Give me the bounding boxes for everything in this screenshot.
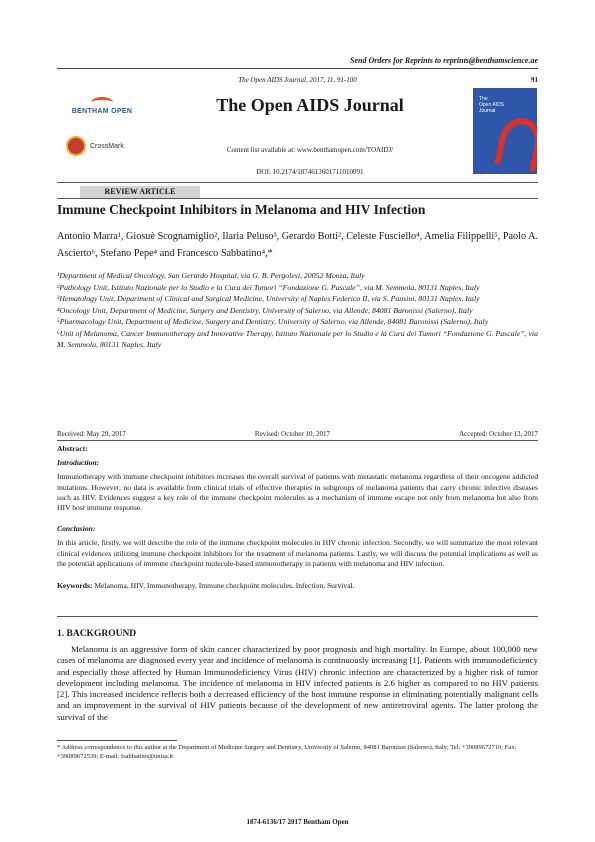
bentham-open-logo <box>62 94 142 115</box>
revised-date: Revised: October 10, 2017 <box>254 430 330 438</box>
journal-title: The Open AIDS Journal <box>216 95 404 115</box>
title-rule <box>57 198 538 199</box>
body-text <box>57 644 538 723</box>
received-date: Received: May 29, 2017 <box>57 430 126 438</box>
journal-cover <box>473 88 537 174</box>
keywords-label: Keywords: <box>57 581 93 591</box>
affiliation: ³Hematology Unit, Department of Clinical and Surgical Medicine, University of Naples Federico II, via S. Pansini, 80131 Naples, Italy <box>57 294 480 303</box>
accepted-date: Accepted: October 13, 2017 <box>459 430 538 438</box>
introduction-text: Immunotherapy with immune checkpoint inhibitors increases the overall survival of patients with metastatic melanoma regardless of their oncogene addicted mutations. However, no data is available from clinical trials of effective therapies in subgroups of melanoma patients that carry chronic infective diseases such as HIV. Evidences suggest a key role of the immune checkpoint molecules as a mechanism of immune escape not only from melanoma but also from HIV host immune response. <box>57 472 538 513</box>
affiliations <box>57 270 538 351</box>
crossmark-icon <box>66 136 86 156</box>
keywords-rule <box>57 616 538 617</box>
introduction-heading: Introduction: <box>57 458 100 468</box>
keywords-text: Melanoma, HIV, Immunotherapy, Immune checkpoint molecules, Infection, Survival. <box>94 581 355 591</box>
conclusion-heading: Conclusion: <box>57 524 96 534</box>
affiliation: ¹Department of Medical Oncology, San Gerardo Hospital, via G. B. Pergolesi, 20052 Monza, Italy <box>57 271 365 280</box>
dates-rule <box>57 440 538 441</box>
affiliation: ⁴Oncology Unit, Department of Medicine, Surgery and Dentistry, University of Salerno, via Allende, 84081 Baronissi (Salerno), Italy <box>57 305 473 315</box>
article-title: Immune Checkpoint Inhibitors in Melanoma and HIV Infection <box>57 202 426 217</box>
reprints-notice: Send Orders for Reprints to reprints@benthamscience.ae <box>350 56 538 65</box>
affiliation: ⁶Unit of Melanoma, Cancer Immunotherapy and Innovative Therapy, Istituto Nazionale per lo Studio e la Cura dei Tumori “Fondazione G. Pascale”, via M. Semmola, 80131 Naples, Italy <box>57 328 538 349</box>
top-rule <box>57 68 538 69</box>
correspondence-footnote: * Address correspondence to this author at the Department of Medicine Surgery and Dentistry, University of Salerno, 84081 Baronissi (Salerno), Italy; Tel: +39089672710; Fax: +39089672539; E-mail: fsabbatino@unisa.it <box>57 744 517 760</box>
article-type-badge: REVIEW ARTICLE <box>80 186 200 198</box>
bentham-swoosh-icon <box>85 94 119 108</box>
crossmark-badge[interactable] <box>66 136 124 156</box>
page-number: 91 <box>531 76 538 84</box>
aids-ribbon-icon <box>494 114 537 172</box>
running-head-journal: The Open AIDS Journal, 2017, 11, 91-100 <box>238 76 357 84</box>
section-heading: 1. BACKGROUND <box>57 629 137 639</box>
running-head <box>57 76 538 84</box>
cover-title: The Open AIDS Journal <box>479 96 505 114</box>
content-list-link[interactable]: Content list available at: www.benthamopen.com/TOAIDJ/ <box>226 146 394 154</box>
conclusion-text: In this article, firstly, we will describe the role of the immune checkpoint molecules in HIV chronic infection. Secondly, we will summarize the most relevant clinical evidences utilizing immune checkpoint inhibitors for the treatment of melanoma patients. Lastly, we will discuss the potential implications as well as the potential applications of immune checkpoint molecule-based immunotherapy in patients with melanoma and HIV infection. <box>57 538 538 568</box>
bentham-logo-text: BENTHAM OPEN <box>71 108 133 115</box>
page-footer: 1874-6136/17 2017 Bentham Open <box>246 818 349 826</box>
affiliation: ⁵Pharmacology Unit, Department of Medicine, Surgery and Dentistry, University of Salerno, via Allende, 84081 Baronissi (Salerno), Italy <box>57 317 489 326</box>
keywords <box>57 581 538 591</box>
header-rule <box>57 182 538 183</box>
author-list: Antonio Marra¹, Giosuè Scognamiglio², Ilaria Peluso³, Gerardo Botti², Celeste Fusciello⁴, Amelia Filippelli⁵, Paolo A. Ascierto⁶, Stefano Pepe⁴ and Francesco Sabbatino⁴,* <box>57 231 538 259</box>
paragraph: Melanoma is an aggressive form of skin cancer characterized by poor prognosis and high mortality. In Europe, about 100,000 new cases of melanoma are diagnosed every year and incidence of melanoma is continuously increasing [1]. Patients with immunodeficiency and especially those affected by Human Immunodeficiency Virus (HIV) chronic infection are characterized by a higher risk of tumor development including melanoma. The incidence of melanoma in HIV infected patients is 2.6 higher as compared to no HIV patients [2]. This increased incidence reflects both a decreased efficiency of the host immune response in eliminating potentially malignant cells and an improvement in the survival of HIV patients because of the development of new antiretroviral agents. The latter prolong the survival of the <box>57 644 538 722</box>
affiliation: ²Pathology Unit, Istituto Nazionale per lo Studio e la Cura dei Tumori “Fondazione G. Pascale”, via M. Semmola, 80131 Naples, Italy <box>57 282 480 292</box>
article-dates <box>57 430 538 438</box>
doi[interactable]: DOI: 10.2174/1874613601711010091 <box>256 168 364 176</box>
crossmark-label: CrossMark <box>90 142 124 150</box>
abstract-heading: Abstract: <box>57 444 88 453</box>
abstract <box>57 444 538 591</box>
footnote-rule <box>57 740 177 741</box>
